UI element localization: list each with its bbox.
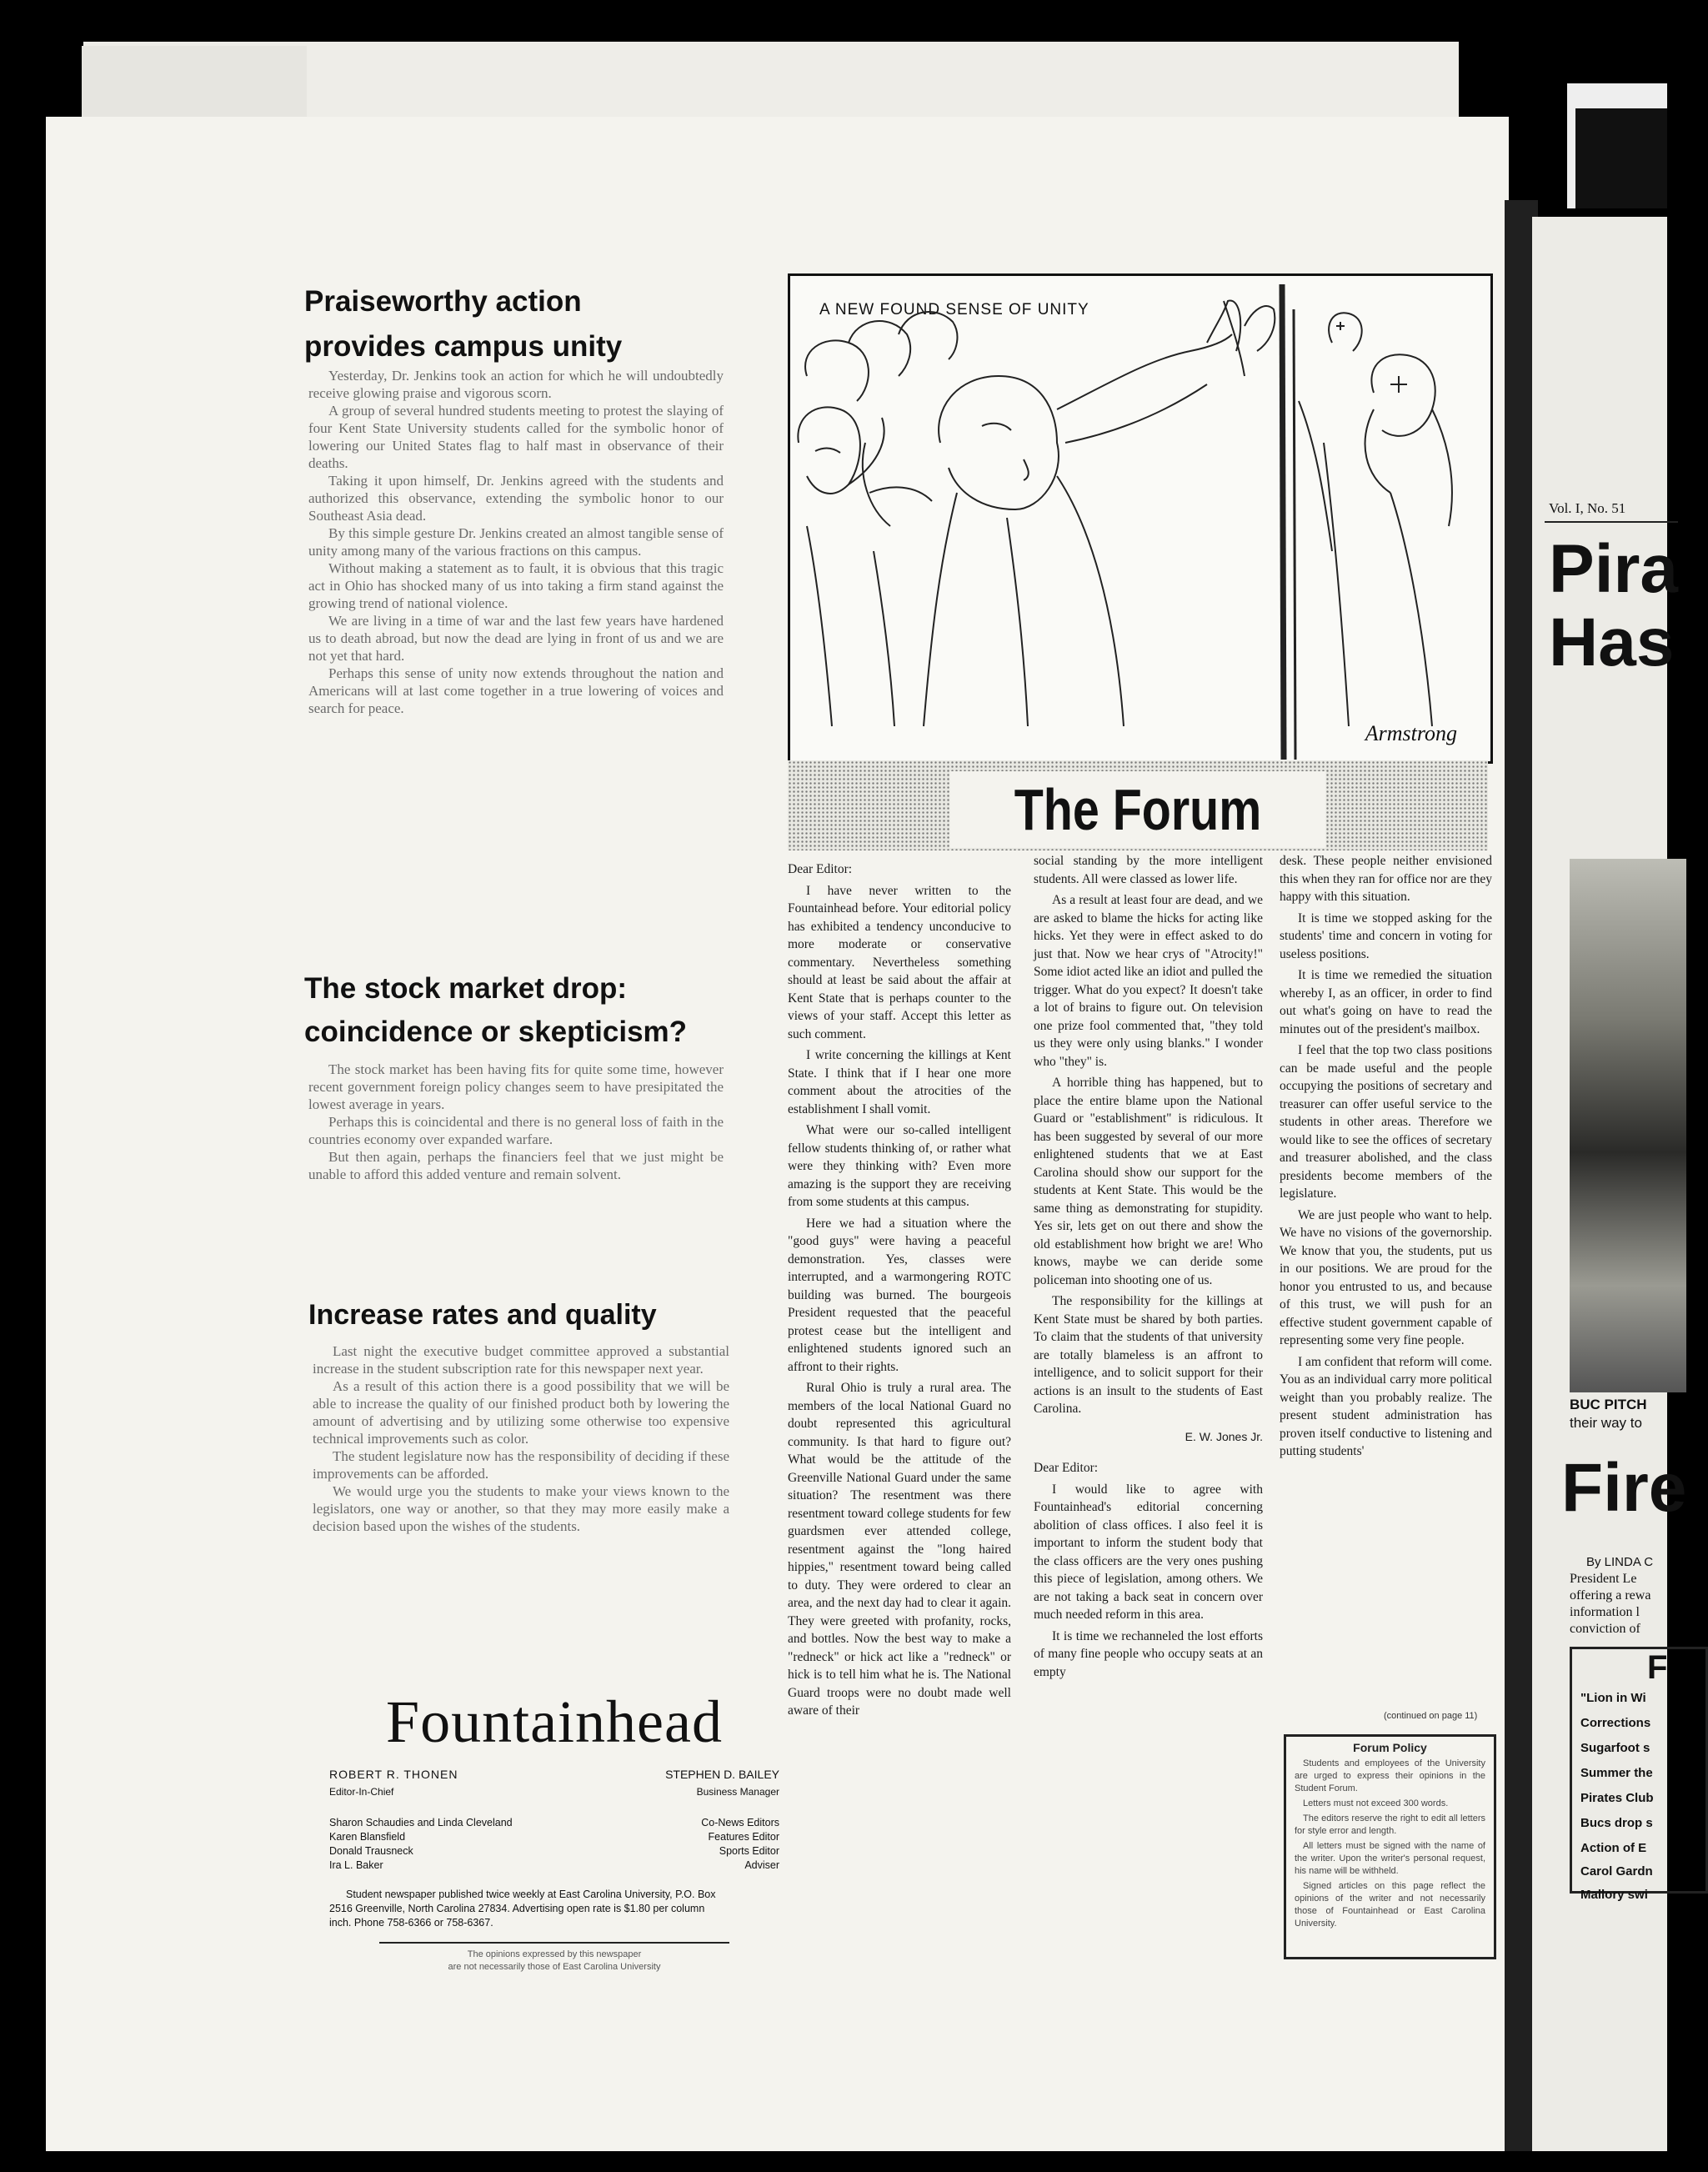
- right-index-box: [1570, 1647, 1708, 1902]
- right-page-nameplate: [1575, 108, 1667, 208]
- editorial-3-paragraph: As a result of this action there is a good possibility that we will be able to increase the quality of our finished product both by lowering the amount of advertising and by utilizing some otherwise too expensive technical improvements such as color.: [313, 1378, 729, 1447]
- continued-note: (continued on page 11): [1384, 1711, 1478, 1721]
- right-index-item: "Lion in Wi: [1580, 1691, 1646, 1705]
- right-index-item: Bucs drop s: [1580, 1816, 1653, 1830]
- disclaimer-line-1: The opinions expressed by this newspaper: [467, 1949, 642, 1959]
- forum-policy-title: Forum Policy: [1353, 1741, 1427, 1754]
- right-photo-caption-2: their way to: [1570, 1415, 1642, 1431]
- staff-name: Sharon Schaudies and Linda Cleveland: [329, 1817, 513, 1828]
- right-index-item: Summer the: [1580, 1766, 1653, 1780]
- right-text-line: President Le: [1570, 1572, 1637, 1586]
- forum-title: The Forum: [950, 771, 1326, 848]
- policy-paragraph: Letters must not exceed 300 words.: [1303, 1798, 1449, 1808]
- editorial-1-paragraph: Without making a statement as to fault, it is obvious that this tragic act in Ohio has shocked many of us into taking a firm stand against the growing trend of national violence.: [308, 560, 724, 611]
- editorial-1-paragraph: Perhaps this sense of unity now extends throughout the nation and Americans will at last come together in a true lowering of voices and search for peace.: [308, 665, 724, 716]
- staff-row: [329, 1816, 779, 1830]
- editorial-3-paragraph: We would urge you the students to make your views known to the legislators, one way or another, so that they may more easily make a decision based upon the wishes of the students.: [313, 1483, 729, 1534]
- editorial-3-paragraph: Last night the executive budget committee approved a substantial increase in the student subscription rate for this newspaper next year.: [313, 1343, 729, 1377]
- masthead-disclaimer: [379, 1942, 729, 1974]
- editorial-1-headline-line-1: Praiseworthy action: [304, 285, 582, 318]
- editorial-3-paragraph: The student legislature now has the responsibility of deciding if these improvements can be afforded.: [313, 1448, 729, 1482]
- letter-salutation: Dear Editor:: [788, 862, 853, 876]
- right-byline: By LINDA C: [1586, 1555, 1654, 1569]
- vol-number: Vol. I, No. 51: [1549, 500, 1626, 516]
- editor-name: ROBERT R. THONEN: [329, 1768, 458, 1781]
- cartoon-signature: Armstrong: [1365, 721, 1457, 745]
- letter-paragraph: desk. These people neither envisioned this when they ran for office nor are they happy with this situation.: [1280, 854, 1492, 904]
- forum-policy-box: [1284, 1734, 1496, 1959]
- staff-name: Ira L. Baker: [329, 1859, 383, 1871]
- letter-paragraph: The responsibility for the killings at Kent State must be shared by both parties. To claim that the students of that university are totally blameless is an affront to intelligence, and to solicit support for their actions is an insult to the students of East Carolina.: [1034, 1294, 1263, 1416]
- rule: [1545, 521, 1678, 523]
- right-text-line: conviction of: [1570, 1622, 1640, 1636]
- letter-paragraph: What were our so-called intelligent fellow students thinking of, or rather what were they thinking with? Even more amazing is the support they are receiving from some students at this campus.: [788, 1123, 1011, 1209]
- letter-paragraph: We are just people who want to help. We have no visions of the governorship. We know that you, the students, put us in our positions. We are proud for the honor you entrusted to us, and because of this trust, we will push for an effective student government capable of representing some very fine people.: [1280, 1207, 1492, 1347]
- right-headline-line-2: Has: [1549, 604, 1675, 680]
- letter-paragraph: social standing by the more intelligent students. All were classed as lower life.: [1034, 854, 1263, 886]
- right-headline-line-1: Pira: [1549, 531, 1678, 607]
- editorial-2-paragraph: Perhaps this is coincidental and there is no general loss of faith in the countries economy over expanded warfare.: [308, 1114, 724, 1147]
- editorial-2-body: [308, 1061, 724, 1183]
- editorial-3-headline-line-1: Increase rates and quality: [308, 1299, 657, 1331]
- right-index-item: Pirates Club: [1580, 1791, 1654, 1805]
- editorial-1-body: [308, 367, 724, 717]
- right-index-item: Corrections: [1580, 1716, 1651, 1730]
- letter-paragraph: It is time we remedied the situation whereby I, as an officer, in order to find out what's going on have to read the minutes out of the president's mailbox.: [1280, 968, 1492, 1036]
- right-index-item: Action of E: [1580, 1841, 1647, 1855]
- letter-paragraph: It is time we rechanneled the lost efforts of many fine people who occupy seats at an empty: [1034, 1628, 1263, 1679]
- letter-paragraph: I have never written to the Fountainhead before. Your editorial policy has exhibited a tendency unconducive to more moderate or conservative commentary. Nevertheless something should at least be said about the affair at Kent State that is perhaps counter to the views of your staff. Accept this letter as such comment.: [788, 883, 1011, 1041]
- cartoon-caption: A NEW FOUND SENSE OF UNITY: [819, 301, 1089, 319]
- forum-column-1: [788, 860, 1011, 1994]
- staff-name: Karen Blansfield: [329, 1831, 406, 1843]
- editorial-1-headline-line-2: provides campus unity: [304, 330, 623, 363]
- staff-role: Adviser: [744, 1859, 779, 1871]
- letter-paragraph: Here we had a situation where the "good guys" were having a peaceful demonstration. Yes, classes were interrupted, and a warmongering ROTC building was burned. The bourgeois President requested that the peaceful protest cease but the intelligent and enlightened students ignored such an affront to their rights.: [788, 1216, 1011, 1374]
- editorial-2-headline-line-2: coincidence or skepticism?: [304, 1016, 688, 1048]
- letter-paragraph: A horrible thing has happened, but to place the entire blame upon the National Guard or "establishment" is ridiculous. It has been suggested by several of our more enlightened students that we at East Carolina should show our support for the students at Kent State. This would be the same thing as demonstrating for stupidity. Yes sir, lets get on out there and show the old establishment how bright we are! Who knows, maybe we can deride some policeman into shooting one of us.: [1034, 1076, 1263, 1287]
- policy-paragraph: All letters must be signed with the name of the writer. Upon the writer's personal request, his name will be withheld.: [1295, 1841, 1485, 1876]
- editorial-1-paragraph: Taking it upon himself, Dr. Jenkins agreed with the students and authorized this observance, extending the symbolic honor to our Southeast Asia dead.: [308, 473, 724, 524]
- letter-paragraph: I am confident that reform will come. You as an individual carry more political weight than you probably realize. The present student administration has proven itself conductive to listening and putting students': [1280, 1354, 1492, 1458]
- masthead: [329, 1676, 779, 1974]
- editor-title: Editor-In-Chief: [329, 1786, 394, 1798]
- editorial-cartoon: [788, 273, 1493, 764]
- page-edge-top-left: [82, 46, 307, 117]
- fountainhead-logo: Fountainhead: [386, 1688, 723, 1755]
- forum-column-3: [1280, 852, 1492, 1728]
- staff-row: [329, 1844, 779, 1858]
- disclaimer-line-2: are not necessarily those of East Carolina University: [448, 1962, 661, 1972]
- right-index-item: Carol Gardn: [1580, 1864, 1653, 1879]
- staff-role: Sports Editor: [719, 1845, 779, 1857]
- letter-salutation: Dear Editor:: [1034, 1461, 1099, 1475]
- right-photo-caption-1: BUC PITCH: [1570, 1397, 1647, 1412]
- staff-name: Donald Trausneck: [329, 1845, 413, 1857]
- manager-title: Business Manager: [696, 1786, 779, 1798]
- letter-signature: E. W. Jones Jr.: [1185, 1429, 1263, 1443]
- masthead-info: Student newspaper published twice weekly at East Carolina University, P.O. Box 2516 Greenville, North Carolina 27834. Advertising open rate is $1.80 per column inch. Phone 758-6366 or 758-6367.: [329, 1889, 716, 1929]
- staff-role: Co-News Editors: [701, 1817, 779, 1828]
- letter-paragraph: I write concerning the killings at Kent State. I think that if I hear one more comment about the atrocities of the establishment I shall vomit.: [788, 1048, 1011, 1116]
- editorial-2-headline: [304, 967, 754, 1054]
- right-text-line: offering a rewa: [1570, 1588, 1651, 1603]
- right-headline-3: Fire: [1561, 1450, 1687, 1526]
- editorial-1-headline: [304, 279, 738, 369]
- staff-row: [329, 1858, 779, 1873]
- editorial-2-paragraph: But then again, perhaps the financiers feel that we just might be unable to afford this added venture and remain solvent.: [308, 1149, 724, 1182]
- right-index-item: Sugarfoot s: [1580, 1741, 1650, 1755]
- policy-paragraph: The editors reserve the right to edit all letters for style error and length.: [1295, 1813, 1485, 1836]
- masthead-staff: [329, 1816, 779, 1873]
- manager-name: STEPHEN D. BAILEY: [665, 1768, 779, 1781]
- editorial-1-paragraph: Yesterday, Dr. Jenkins took an action for which he will undoubtedly receive glowing praise and vigorous scorn.: [308, 368, 724, 401]
- letter-paragraph: It is time we stopped asking for the students' time and concern in voting for useless positions.: [1280, 910, 1492, 961]
- right-index-head: F: [1647, 1649, 1668, 1686]
- policy-paragraph: Signed articles on this page reflect the opinions of the writer and not necessarily those of Fountainhead or East Carolina University.: [1295, 1881, 1485, 1929]
- letter-paragraph: I would like to agree with Fountainhead's editorial concerning abolition of class offices. I also feel it is important to inform the student body that the class officers are the very ones pushing this piece of legislation, among others. We are not taking a back seat in concern over much needed reform in this area.: [1034, 1482, 1263, 1622]
- right-photo: [1570, 859, 1686, 1392]
- right-text-line: information l: [1570, 1605, 1640, 1619]
- forum-column-2: [1034, 852, 1263, 1994]
- letter-paragraph: As a result at least four are dead, and we are asked to blame the hicks for acting like hicks. Yet they were in effect asked to do just that. Now we hear crys of "Atrocity!" Some idiot acted like an idiot and pulled the trigger. What do you expect? It doesn't take a lot of brains to figure out. On television one prize fool commented that, "they told us they were only using blanks." I wonder who "they" is.: [1034, 893, 1263, 1069]
- staff-row: [329, 1830, 779, 1844]
- editorial-1-paragraph: We are living in a time of war and the last few years have hardened us to death abroad, but now the dead are lying in front of us and we are not yet that hard.: [308, 613, 724, 664]
- letter-paragraph: I feel that the top two class positions can be made useful and the people occupying the positions of secretary and treasurer can offer useful service to the students in other areas. Therefore we would like to see the offices of secretary and treasurer abolished, and the class presidents become members of the legislature.: [1280, 1043, 1492, 1201]
- editorial-2-headline-line-1: The stock market drop:: [304, 972, 628, 1005]
- staff-role: Features Editor: [708, 1831, 779, 1843]
- editorial-2-paragraph: The stock market has been having fits for quite some time, however recent government foreign policy changes seem to have presipitated the lowest average in years.: [308, 1061, 724, 1112]
- right-index-item: Mallory swi: [1580, 1888, 1648, 1902]
- editorial-1-paragraph: A group of several hundred students meeting to protest the slaying of four Kent State University students called for the symbolic honor of lowering our United States flag to half mast in observance of their deaths.: [308, 403, 724, 471]
- adjacent-page: [1532, 217, 1687, 2151]
- editorial-3-headline: [308, 1294, 742, 1336]
- masthead-leaders: [329, 1768, 779, 1809]
- cartoon-drawing: [790, 276, 1490, 761]
- policy-paragraph: Students and employees of the University are urged to express their opinions in the Student Forum.: [1295, 1758, 1485, 1793]
- letter-paragraph: Rural Ohio is truly a rural area. The members of the local National Guard no doubt represented this agricultural community. Is that hard to figure out? What would be the attitude of the Greenville National Guard under the same situation? The resentment was there resentment toward college students for few guardsmen ever attended college, resentment against the "long haired hippies," resentment toward being called to duty. They were ordered to clear an area, and the next day had to clear it again. They were greeted with profanity, rocks, and bottles. Now the best way to make a "redneck" or hick act like a "redneck" or hick is to tell him what he is. The National Guard troops were no doubt made well aware of their: [788, 1381, 1011, 1718]
- editorial-3-body: [313, 1342, 729, 1535]
- editorial-1-paragraph: By this simple gesture Dr. Jenkins created an almost tangible sense of unity among many of the various fractions on this campus.: [308, 525, 724, 559]
